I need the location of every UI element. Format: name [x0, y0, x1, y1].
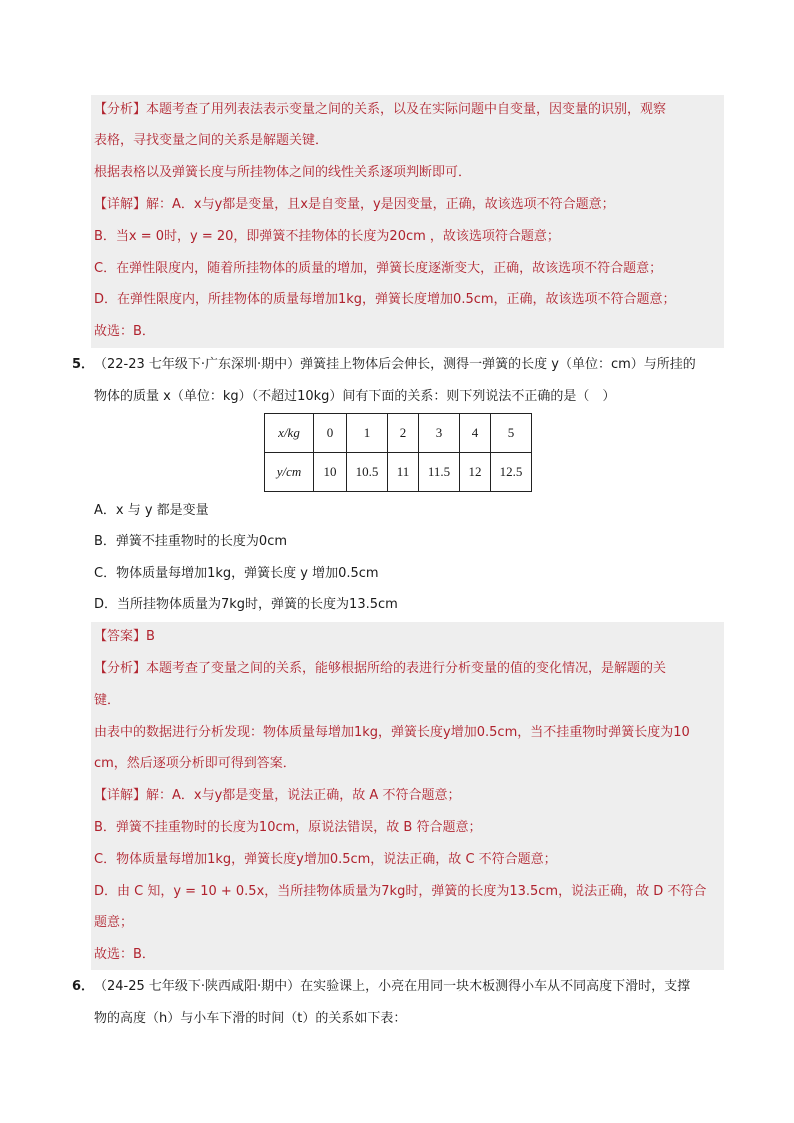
table-cell: 10.5: [347, 453, 388, 492]
q5-stem-line1: （22-23 七年级下·广东深圳·期中）弹簧挂上物体后会伸长，测得一弹簧的长度 y（单位：cm）与所挂的: [94, 357, 696, 372]
table-row-y: [265, 453, 532, 492]
table-cell: 12.5: [491, 453, 532, 492]
q5-option-b: B．弹簧不挂重物时的长度为0cm: [94, 534, 288, 549]
table-cell: 2: [388, 414, 419, 453]
q5-option-c: C．物体质量每增加1kg，弹簧长度 y 增加0.5cm: [94, 566, 379, 581]
q5-detail-d-line2: 题意；: [94, 915, 134, 930]
table-cell: 10: [314, 453, 347, 492]
table-cell: 4: [460, 414, 491, 453]
q5-detail-a: 【详解】解：A．x与y都是变量，说法正确，故 A 不符合题意；: [94, 788, 461, 803]
table-header-y: y/cm: [265, 453, 314, 492]
q5-analysis-line2: 键．: [94, 693, 121, 708]
table-cell: 12: [460, 453, 491, 492]
q5-data-table: [264, 413, 532, 492]
q5-detail-b: B．弹簧不挂重物时的长度为10cm，原说法错误，故 B 符合题意；: [94, 820, 482, 835]
q4-analysis-line2: 表格，寻找变量之间的关系是解题关键．: [94, 133, 329, 148]
table-cell: 11.5: [419, 453, 460, 492]
q5-option-a: A．x 与 y 都是变量: [94, 503, 209, 518]
q4-detail-a: 【详解】解：A．x与y都是变量，且x是自变量，y是因变量，正确，故该选项不符合题意；: [94, 197, 615, 212]
q4-detail-b: B．当x = 0时，y = 20，即弹簧不挂物体的长度为20cm ，故该选项符合题意；: [94, 229, 560, 244]
table-cell: 3: [419, 414, 460, 453]
q5-number: 5．: [72, 357, 95, 372]
q4-analysis-line1: 【分析】本题考查了用列表法表示变量之间的关系，以及在实际问题中自变量，因变量的识别，观察: [94, 102, 667, 117]
table-cell: 0: [314, 414, 347, 453]
q5-method-line2: cm，然后逐项分析即可得到答案．: [94, 756, 296, 771]
q5-choice: 故选：B．: [94, 947, 155, 962]
q5-detail-c: C．物体质量每增加1kg，弹簧长度y增加0.5cm，说法正确，故 C 不符合题意；: [94, 852, 557, 867]
q4-choice: 故选：B．: [94, 324, 155, 339]
q5-method-line1: 由表中的数据进行分析发现：物体质量每增加1kg，弹簧长度y增加0.5cm，当不挂重物时弹簧长度为10: [94, 725, 690, 740]
table-cell: 5: [491, 414, 532, 453]
q6-stem-line1: （24-25 七年级下·陕西咸阳·期中）在实验课上，小亮在用同一块木板测得小车从不同高度下滑时，支撑: [94, 979, 691, 994]
q6-number: 6．: [72, 979, 95, 994]
q5-detail-d-line1: D．由 C 知，y = 10 + 0.5x，当所挂物体质量为7kg时，弹簧的长度为13.5cm，说法正确，故 D 不符合: [94, 884, 707, 899]
table-row-x: [265, 414, 532, 453]
table-cell: 1: [347, 414, 388, 453]
q4-detail-c: C．在弹性限度内，随着所挂物体的质量的增加，弹簧长度逐渐变大，正确，故该选项不符合题意；: [94, 261, 663, 276]
q4-detail-d: D．在弹性限度内，所挂物体的质量每增加1kg，弹簧长度增加0.5cm，正确，故该选项不符合题意；: [94, 292, 676, 307]
q5-stem-line2: 物体的质量 x（单位：kg）（不超过10kg）间有下面的关系：则下列说法不正确的是（ ）: [94, 389, 616, 404]
table-cell: 11: [388, 453, 419, 492]
q6-stem-line2: 物的高度（h）与小车下滑的时间（t）的关系如下表：: [94, 1011, 407, 1026]
q5-answer: 【答案】B: [94, 629, 155, 644]
table-header-x: x/kg: [265, 414, 314, 453]
q5-option-d: D．当所挂物体质量为7kg时，弹簧的长度为13.5cm: [94, 597, 398, 612]
q5-analysis-line1: 【分析】本题考查了变量之间的关系，能够根据所给的表进行分析变量的值的变化情况，是解题的关: [94, 661, 667, 676]
q4-method: 根据表格以及弹簧长度与所挂物体之间的线性关系逐项判断即可．: [94, 165, 472, 180]
